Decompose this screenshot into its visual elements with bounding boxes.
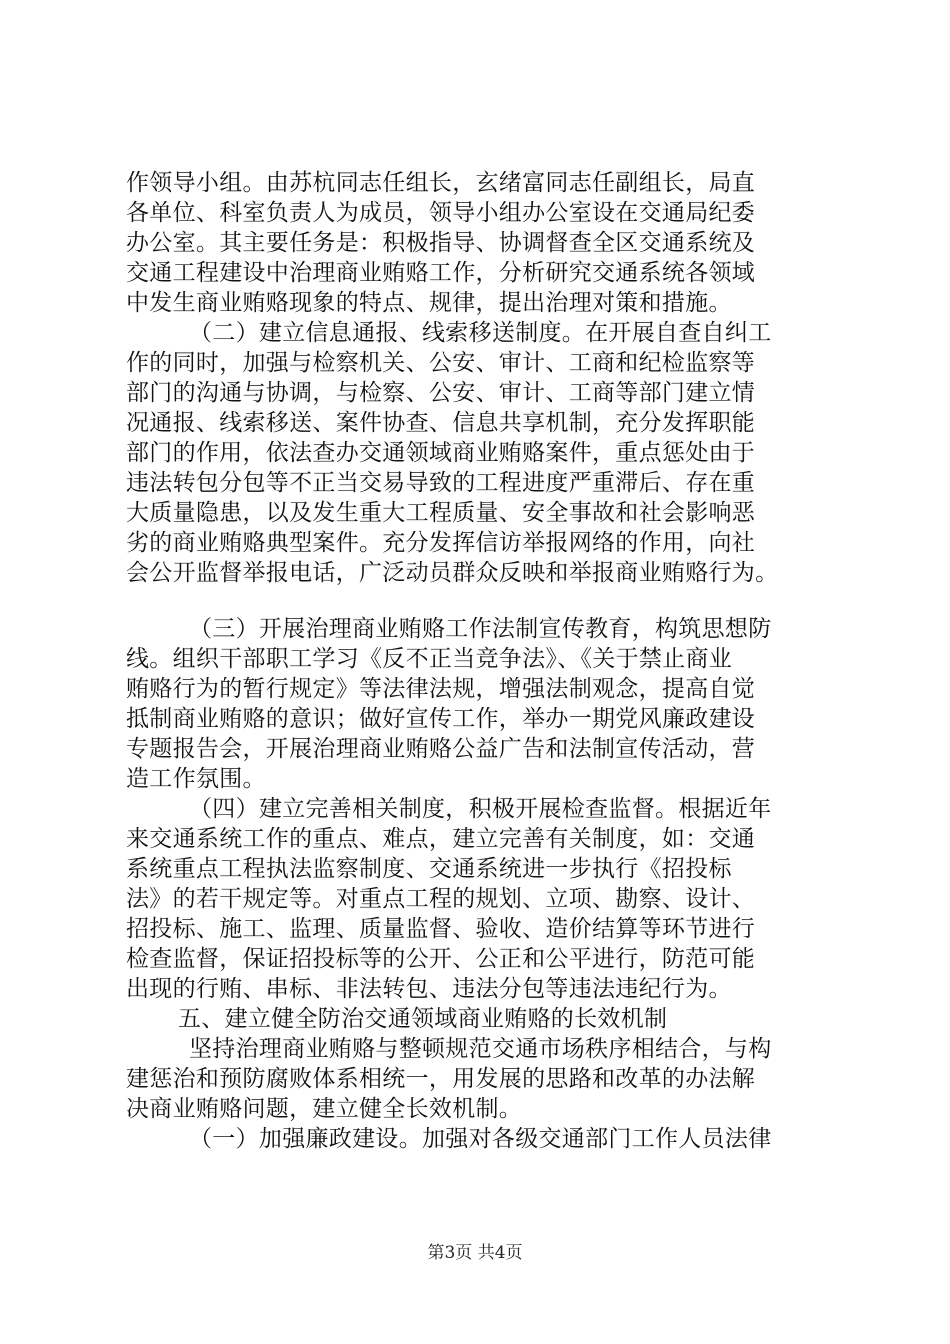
text-line: 部门的沟通与协调，与检察、公安、审计、工商等部门建立情 (126, 380, 756, 406)
text-line: 专题报告会，开展治理商业贿赂公益广告和法制宣传活动，营 (126, 736, 756, 762)
text-line: 出现的行贿、串标、非法转包、违法分包等违法违纪行为。 (126, 976, 732, 1002)
text-line: 法》的若干规定等。对重点工程的规划、立项、勘察、设计、 (126, 886, 756, 912)
text-line: 部门的作用，依法查办交通领域商业贿赂案件，重点惩处由于 (126, 440, 756, 466)
text-line: 作领导小组。由苏杭同志任组长，玄绪富同志任副组长，局直 (126, 170, 756, 196)
text-line: 劣的商业贿赂典型案件。充分发挥信访举报网络的作用，向社 (126, 530, 756, 556)
text-line: 建惩治和预防腐败体系相统一，用发展的思路和改革的办法解 (126, 1066, 756, 1092)
text-line: 交通工程建设中治理商业贿赂工作，分析研究交通系统各领域 (126, 260, 756, 286)
text-line: 线。组织干部职工学习《反不正当竞争法》、《关于禁止商业 (126, 646, 733, 672)
text-line: 贿赂行为的暂行规定》等法律法规，增强法制观念，提高自觉 (126, 676, 756, 702)
page-footer: 第3页 共4页 (427, 1243, 523, 1263)
text-line: 中发生商业贿赂现象的特点、规律，提出治理对策和措施。 (126, 290, 732, 316)
paragraph-start-line: （二）建立信息通报、线索移送制度。在开展自查自纠工 (189, 320, 772, 346)
text-line: 来交通系统工作的重点、难点，建立完善有关制度，如：交通 (126, 826, 756, 852)
paragraph-start-line: （三）开展治理商业贿赂工作法制宣传教育，构筑思想防 (189, 616, 772, 642)
text-line: 会公开监督举报电话，广泛动员群众反映和举报商业贿赂行为。 (126, 560, 779, 586)
text-line: 造工作氛围。 (126, 766, 266, 792)
text-line: 大质量隐患，以及发生重大工程质量、安全事故和社会影响恶 (126, 500, 756, 526)
paragraph-start-line: （四）建立完善相关制度，积极开展检查监督。根据近年 (189, 796, 772, 822)
text-line: 作的同时，加强与检察机关、公安、审计、工商和纪检监察等 (126, 350, 756, 376)
text-line: 抵制商业贿赂的意识；做好宣传工作，举办一期党风廉政建设 (126, 706, 756, 732)
text-line: 系统重点工程执法监察制度、交通系统进一步执行《招投标 (126, 856, 732, 882)
text-line: 决商业贿赂问题，建立健全长效机制。 (126, 1096, 523, 1122)
paragraph-start-line: （一）加强廉政建设。加强对各级交通部门工作人员法律 (189, 1126, 772, 1152)
text-line: 违法转包分包等不正当交易导致的工程进度严重滞后、存在重 (126, 470, 756, 496)
text-line: 况通报、线索移送、案件协查、信息共享机制，充分发挥职能 (126, 410, 756, 436)
paragraph-gap (126, 588, 831, 614)
paragraph-start-line: 坚持治理商业贿赂与整顿规范交通市场秩序相结合，与构 (189, 1036, 772, 1062)
document-body (126, 168, 831, 1154)
text-line: 各单位、科室负责人为成员，领导小组办公室设在交通局纪委 (126, 200, 756, 226)
text-line: 招投标、施工、监理、质量监督、验收、造价结算等环节进行 (126, 916, 756, 942)
text-line: 检查监督，保证招投标等的公开、公正和公平进行，防范可能 (126, 946, 756, 972)
section-heading: 五、建立健全防治交通领域商业贿赂的长效机制 (178, 1006, 668, 1032)
text-line: 办公室。其主要任务是：积极指导、协调督查全区交通系统及 (126, 230, 756, 256)
